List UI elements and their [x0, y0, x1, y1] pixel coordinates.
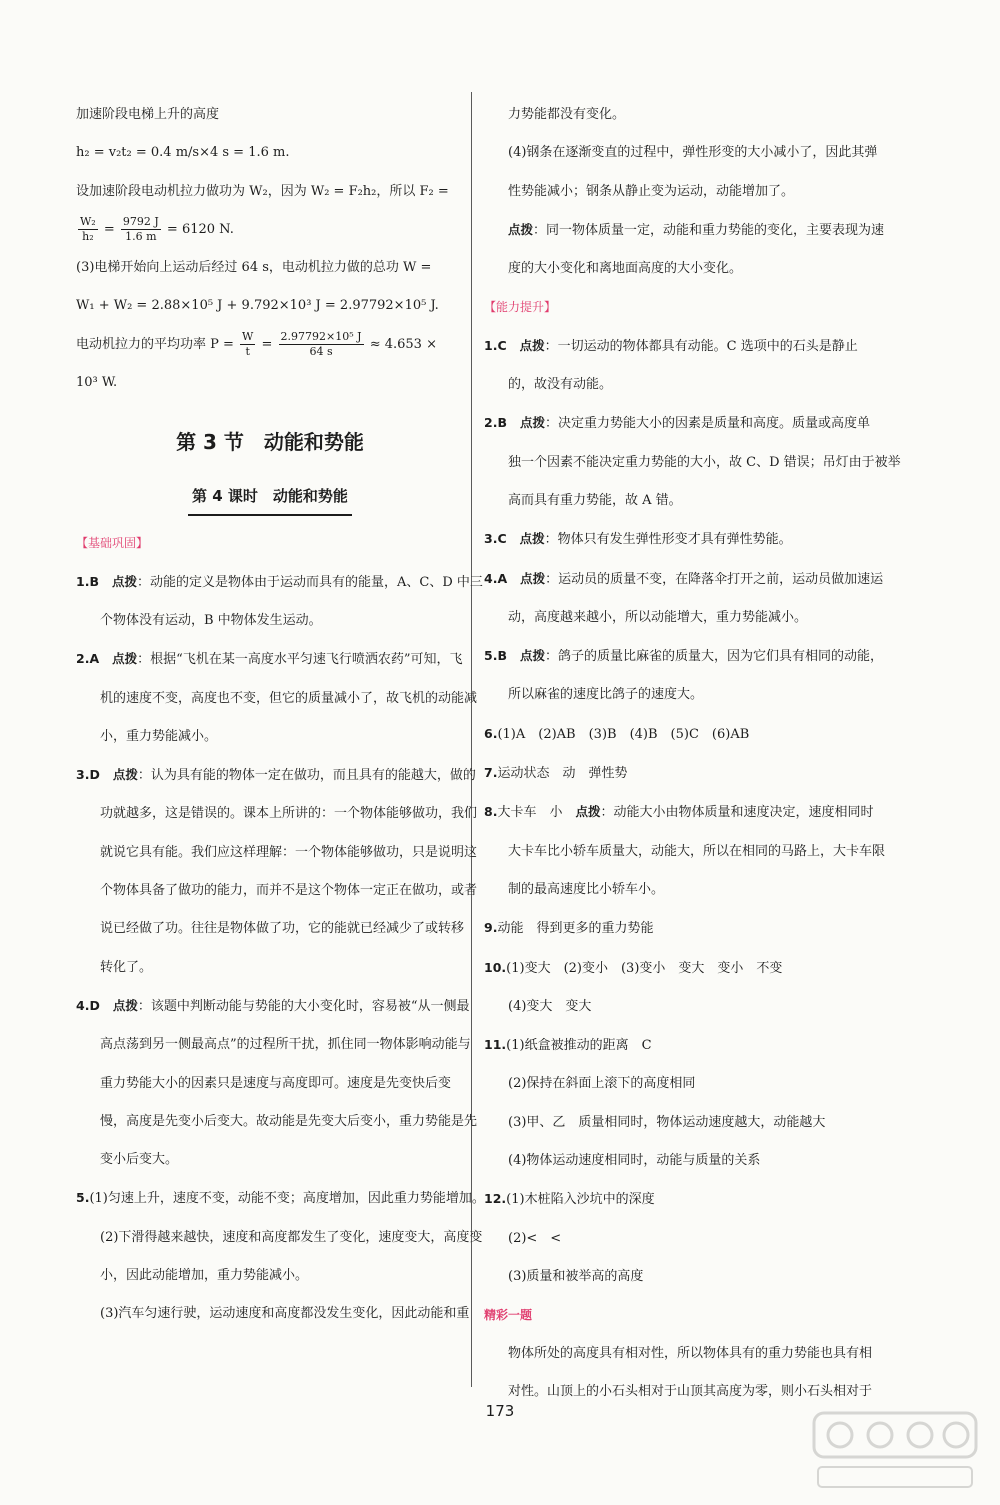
- text-line: 性势能减小；钢条从静止变为运动，动能增加了。: [508, 183, 795, 199]
- section-tag-highlight: 精彩一题: [484, 1308, 533, 1323]
- answer-line: 4.A 点拨：运动员的质量不变，在降落伞打开之前，运动员做加速运: [484, 570, 884, 587]
- text-line: (2)下滑得越来越快，速度和高度都发生了变化，速度变大，高度变: [100, 1229, 483, 1245]
- section-tag-advanced: 【能力提升】: [484, 300, 557, 315]
- text-line: (3)甲、乙 质量相同时，物体运动速度越大，动能越大: [508, 1114, 826, 1130]
- text-line: (3)汽车匀速行驶，运动速度和高度都没发生变化，因此动能和重: [100, 1306, 470, 1322]
- answer-line: 4.D 点拨：该题中判断动能与势能的大小变化时，容易被“从一侧最: [76, 997, 470, 1014]
- tip-line: 点拨：同一物体质量一定，动能和重力势能的变化，主要表现为速: [508, 221, 885, 238]
- text-line: 就说它具有能。我们应这样理解：一个物体能够做功，只是说明这: [100, 844, 478, 860]
- text-line: (4)变大 变大: [508, 998, 592, 1014]
- text-line: (2)< <: [508, 1230, 562, 1246]
- section-title: 第 3 节 动能和势能: [176, 430, 364, 455]
- fraction: $\frac{\text{2.97792×10⁵ J}}{64 s}$: [280, 329, 362, 358]
- text-line: h₂ = v₂t₂ = 0.4 m/s×4 s = 1.6 m.: [76, 145, 290, 161]
- text-line: 加速阶段电梯上升的高度: [76, 107, 220, 122]
- text-line: 个物体具备了做功的能力，而并不是这个物体一定正在做功，或者: [100, 883, 478, 899]
- text-line: (3)质量和被举高的高度: [508, 1268, 644, 1284]
- answer-line: 6.(1)A (2)AB (3)B (4)B (5)C (6)AB: [484, 725, 750, 742]
- text-line: 物体所处的高度具有相对性，所以物体具有的重力势能也具有相: [508, 1345, 873, 1361]
- text-line: 高而具有重力势能，故 A 错。: [508, 492, 682, 508]
- text-line: 高点荡到另一侧最高点”的过程所干扰，抓住同一物体影响动能与: [100, 1037, 471, 1053]
- text-line: 对性。山顶上的小石头相对于山顶其高度为零，则小石头相对于: [508, 1383, 873, 1399]
- fraction: $\frac{\text{W₂}}{\text{h₂}}$: [80, 214, 96, 243]
- text-line: 独一个因素不能决定重力势能的大小，故 C、D 错误；吊灯由于被举: [508, 454, 901, 470]
- text-line: 制的最高速度比小轿车小。: [508, 881, 665, 897]
- text-line: (4)物体运动速度相同时，动能与质量的关系: [508, 1153, 761, 1169]
- answer-line: 3.D 点拨：认为具有能的物体一定在做功，而且具有的能越大，做的: [76, 767, 476, 784]
- answer-line: 1.B 点拨：动能的定义是物体由于运动而具有的能量，A、C、D 中三: [76, 573, 483, 590]
- answer-line: 8.大卡车 小 点拨：动能大小由物体质量和速度决定，速度相同时: [484, 804, 874, 821]
- answer-line: 1.C 点拨：一切运动的物体都具有动能。C 选项中的石头是静止: [484, 337, 858, 354]
- watermark-logo: [810, 1405, 980, 1493]
- text-line: 动，高度越来越小，所以动能增大，重力势能减小。: [508, 609, 808, 625]
- answer-line: 12.(1)木桩陷入沙坑中的深度: [484, 1191, 655, 1208]
- text-line: 机的速度不变，高度也不变，但它的质量减小了，故飞机的动能减: [100, 690, 478, 706]
- text-line: 设加速阶段电动机拉力做功为 W₂，因为 W₂ = F₂h₂，所以 F₂ =: [76, 183, 449, 199]
- text-line: 10³ W.: [76, 375, 118, 391]
- power-line: 电动机拉力的平均功率 P = $\frac{W}{t}$ = $\frac{\text{2.97792×10⁵ J}}{64 s}$ ≈ 4.653 ×: [76, 329, 437, 358]
- text-line: 大卡车比小轿车质量大，动能大，所以在相同的马路上，大卡车限: [508, 843, 886, 859]
- text-line: 慢，高度是先变小后变大。故动能是先变大后变小，重力势能是先: [100, 1113, 478, 1129]
- text-line: 小，因此动能增加，重力势能减小。: [100, 1268, 309, 1284]
- text-line: W₁ + W₂ = 2.88×10⁵ J + 9.792×10³ J = 2.97792×10⁵ J.: [76, 298, 439, 314]
- text-line: 个物体没有运动，B 中物体发生运动。: [100, 612, 322, 628]
- answer-line: 2.B 点拨：决定重力势能大小的因素是质量和高度。质量或高度单: [484, 415, 871, 432]
- text-line: 度的大小变化和离地面高度的大小变化。: [508, 261, 743, 277]
- text-line: (3)电梯开始向上运动后经过 64 s，电动机拉力做的总功 W =: [76, 260, 432, 276]
- answer-line: 7.运动状态 动 弹性势: [484, 765, 628, 782]
- text-line: (4)钢条在逐渐变直的过程中，弹性形变的大小减小了，因此其弹: [508, 145, 878, 161]
- f2-fraction-line: $\frac{\text{W₂}}{\text{h₂}}$ = $\frac{9792 J}{1.6 m}$ = 6120 N.: [80, 214, 234, 243]
- text-line: 变小后变大。: [100, 1152, 179, 1168]
- text-line: 功就越多，这是错误的。课本上所讲的：一个物体能够做功，我们: [100, 806, 478, 822]
- answer-line: 9.动能 得到更多的重力势能: [484, 920, 654, 937]
- section-tag-basic: 【基础巩固】: [76, 536, 149, 551]
- page-number: 173: [485, 1402, 515, 1420]
- answer-line: 10.(1)变大 (2)变小 (3)变小 变大 变小 不变: [484, 959, 783, 976]
- answer-line: 5.(1)匀速上升，速度不变，动能不变；高度增加，因此重力势能增加。: [76, 1190, 485, 1207]
- text-line: 力势能都没有变化。: [508, 107, 626, 122]
- text-line: 小，重力势能减小。: [100, 728, 218, 744]
- text-line: 重力势能大小的因素只是速度与高度即可。速度是先变快后变: [100, 1075, 452, 1091]
- fraction: $\frac{9792 J}{1.6 m}$: [122, 214, 159, 243]
- answer-line: 3.C 点拨：物体只有发生弹性形变才具有弹性势能。: [484, 531, 792, 548]
- text-line: (2)保持在斜面上滚下的高度相同: [508, 1076, 696, 1092]
- text-line: 的，故没有动能。: [508, 377, 613, 393]
- answer-line: 2.A 点拨：根据“飞机在某一高度水平匀速飞行喷洒农药”可知，飞: [76, 651, 463, 668]
- text-line: 转化了。: [100, 959, 153, 975]
- text-line: 说已经做了功。往往是物体做了功，它的能就已经减少了或转移: [100, 921, 465, 937]
- left-column: [76, 96, 485, 1334]
- fraction: $\frac{W}{t}$: [242, 329, 254, 358]
- text-line: 所以麻雀的速度比鸽子的速度大。: [508, 687, 704, 703]
- lesson-title: 第 4 课时 动能和势能: [76, 480, 464, 516]
- answer-line: 11.(1)纸盒被推动的距离 C: [484, 1037, 652, 1054]
- right-column: [484, 96, 910, 1411]
- answer-line: 5.B 点拨：鸽子的质量比麻雀的质量大，因为它们具有相同的动能，: [484, 648, 884, 665]
